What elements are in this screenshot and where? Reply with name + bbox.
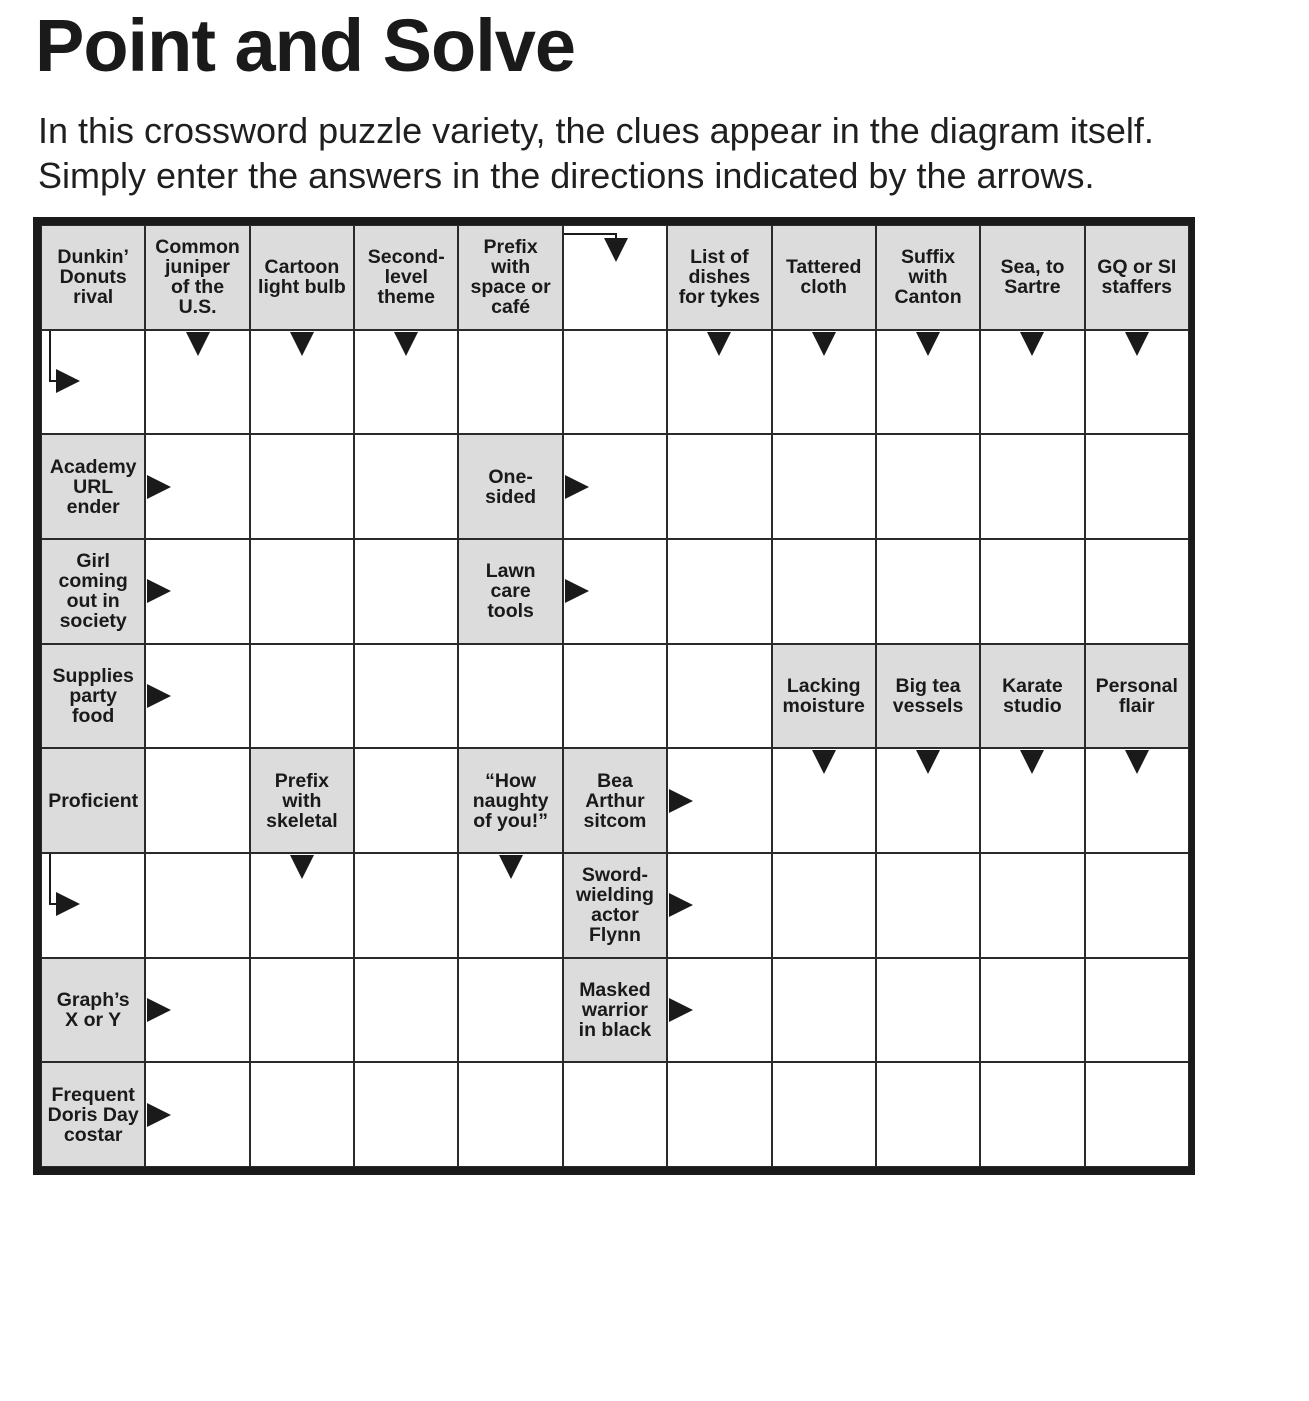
- answer-cell[interactable]: [563, 1062, 667, 1167]
- answer-cell[interactable]: [145, 644, 249, 749]
- clue-cell: [458, 225, 562, 330]
- answer-cell[interactable]: [772, 330, 876, 435]
- answer-cell[interactable]: [876, 330, 980, 435]
- answer-cell[interactable]: [772, 434, 876, 539]
- puzzle-title: Point and Solve: [35, 4, 576, 87]
- clue-text: One- sided: [485, 465, 537, 508]
- crossword-grid: [41, 225, 1187, 1167]
- arrow-right-icon: [565, 475, 589, 499]
- answer-cell[interactable]: [876, 853, 980, 958]
- answer-cell[interactable]: [1085, 330, 1189, 435]
- answer-cell[interactable]: [145, 330, 249, 435]
- clue-text: Proficient: [48, 789, 139, 812]
- clue-cell: [563, 958, 667, 1063]
- clue-text: “How naughty of you!”: [472, 769, 549, 832]
- clue-text: Suffix with Canton: [894, 246, 962, 309]
- crossword-board: [33, 217, 1195, 1175]
- answer-cell[interactable]: [980, 748, 1084, 853]
- arrow-down-icon: [499, 855, 523, 879]
- clue-cell: [876, 225, 980, 330]
- answer-cell[interactable]: [458, 1062, 562, 1167]
- answer-cell[interactable]: [667, 539, 771, 644]
- answer-cell[interactable]: [980, 958, 1084, 1063]
- answer-cell[interactable]: [1085, 853, 1189, 958]
- clue-cell: [458, 434, 562, 539]
- clue-cell: [354, 225, 458, 330]
- answer-cell[interactable]: [250, 1062, 354, 1167]
- answer-cell[interactable]: [354, 539, 458, 644]
- clue-cell: [772, 644, 876, 749]
- clue-text: Personal flair: [1095, 674, 1178, 717]
- arrow-right-icon: [147, 579, 171, 603]
- clue-cell: [563, 853, 667, 958]
- arrow-down-icon: [916, 750, 940, 774]
- clue-text: Frequent Doris Day costar: [47, 1083, 139, 1146]
- arrow-right-icon: [147, 998, 171, 1022]
- answer-cell[interactable]: [667, 644, 771, 749]
- answer-cell[interactable]: [876, 539, 980, 644]
- answer-cell[interactable]: [145, 434, 249, 539]
- clue-cell: [980, 644, 1084, 749]
- answer-cell[interactable]: [667, 1062, 771, 1167]
- answer-cell[interactable]: [772, 748, 876, 853]
- arrow-down-icon: [290, 855, 314, 879]
- clue-cell: [41, 225, 145, 330]
- answer-cell[interactable]: [1085, 434, 1189, 539]
- answer-cell[interactable]: [250, 958, 354, 1063]
- answer-cell[interactable]: [563, 330, 667, 435]
- arrow-down-icon: [812, 750, 836, 774]
- answer-cell[interactable]: [250, 330, 354, 435]
- clue-text: Lacking moisture: [782, 674, 865, 717]
- clue-text: Girl coming out in society: [58, 550, 128, 633]
- clue-text: Common juniper of the U.S.: [155, 236, 240, 319]
- clue-text: Tattered cloth: [785, 256, 862, 299]
- answer-cell[interactable]: [667, 330, 771, 435]
- answer-cell[interactable]: [354, 853, 458, 958]
- answer-cell[interactable]: [980, 434, 1084, 539]
- clue-cell: [41, 748, 145, 853]
- answer-cell[interactable]: [145, 1062, 249, 1167]
- arrow-down-icon: [290, 332, 314, 356]
- clue-text: Supplies party food: [52, 664, 134, 727]
- arrow-right-icon: [147, 684, 171, 708]
- arrow-down-icon: [1125, 750, 1149, 774]
- answer-cell[interactable]: [250, 434, 354, 539]
- arrow-down-icon: [1125, 332, 1149, 356]
- arrow-down-icon: [707, 332, 731, 356]
- answer-cell[interactable]: [458, 644, 562, 749]
- clue-text: Graph’s X or Y: [56, 988, 130, 1031]
- answer-cell[interactable]: [354, 644, 458, 749]
- instructions-line-1: In this crossword puzzle variety, the clues appear in the diagram itself.: [38, 110, 1154, 151]
- arrow-down-icon: [1020, 750, 1044, 774]
- arrow-down-icon: [916, 332, 940, 356]
- clue-text: Masked warrior in black: [578, 978, 652, 1041]
- answer-cell[interactable]: [980, 1062, 1084, 1167]
- answer-cell[interactable]: [667, 434, 771, 539]
- answer-cell[interactable]: [772, 539, 876, 644]
- clue-text: Bea Arthur sitcom: [583, 769, 647, 832]
- arrow-down-icon: [812, 332, 836, 356]
- arrow-right-icon: [147, 1103, 171, 1127]
- clue-cell: [250, 225, 354, 330]
- clue-text: Big tea vessels: [892, 674, 964, 717]
- answer-cell[interactable]: [563, 434, 667, 539]
- clue-text: Prefix with space or café: [470, 236, 551, 319]
- clue-text: Sea, to Sartre: [1000, 256, 1065, 299]
- answer-cell[interactable]: [250, 853, 354, 958]
- arrow-bent-down-right-icon: [42, 331, 102, 411]
- answer-cell[interactable]: [145, 539, 249, 644]
- clue-text: GQ or SI staffers: [1097, 256, 1177, 299]
- instructions-line-2: Simply enter the answers in the directions indicated by the arrows.: [38, 155, 1095, 196]
- clue-cell: [41, 644, 145, 749]
- answer-cell[interactable]: [876, 434, 980, 539]
- clue-cell: [145, 225, 249, 330]
- answer-cell[interactable]: [354, 958, 458, 1063]
- arrow-bent-down-right-icon: [42, 854, 102, 934]
- answer-cell[interactable]: [41, 330, 145, 435]
- clue-cell: [1085, 644, 1189, 749]
- answer-cell[interactable]: [145, 958, 249, 1063]
- clue-cell: [250, 748, 354, 853]
- answer-cell[interactable]: [563, 644, 667, 749]
- answer-cell[interactable]: [250, 539, 354, 644]
- arrow-right-icon: [565, 579, 589, 603]
- answer-cell[interactable]: [980, 330, 1084, 435]
- answer-cell[interactable]: [41, 853, 145, 958]
- answer-cell[interactable]: [145, 748, 249, 853]
- clue-cell: [667, 225, 771, 330]
- answer-cell[interactable]: [980, 853, 1084, 958]
- answer-cell[interactable]: [354, 330, 458, 435]
- clue-cell: [458, 748, 562, 853]
- answer-cell[interactable]: [667, 748, 771, 853]
- clue-cell: [41, 1062, 145, 1167]
- clue-text: Karate studio: [1002, 674, 1063, 717]
- clue-text: Dunkin’ Donuts rival: [57, 246, 129, 309]
- answer-cell[interactable]: [354, 748, 458, 853]
- arrow-right-icon: [669, 893, 693, 917]
- arrow-bent-right-down-icon: [564, 226, 644, 276]
- clue-text: Prefix with skeletal: [266, 769, 338, 832]
- answer-cell[interactable]: [563, 539, 667, 644]
- answer-cell[interactable]: [1085, 539, 1189, 644]
- answer-cell[interactable]: [876, 748, 980, 853]
- clue-cell: [876, 644, 980, 749]
- clue-cell: [980, 225, 1084, 330]
- arrow-down-icon: [186, 332, 210, 356]
- clue-cell: [458, 539, 562, 644]
- clue-text: Academy URL ender: [49, 455, 137, 518]
- answer-cell[interactable]: [876, 958, 980, 1063]
- clue-cell: [1085, 225, 1189, 330]
- clue-cell: [41, 958, 145, 1063]
- instructions: [38, 108, 1154, 198]
- clue-cell: [41, 434, 145, 539]
- clue-text: List of dishes for tykes: [678, 246, 760, 309]
- answer-cell[interactable]: [458, 853, 562, 958]
- answer-cell[interactable]: [772, 1062, 876, 1167]
- answer-cell[interactable]: [250, 644, 354, 749]
- answer-cell[interactable]: [354, 434, 458, 539]
- arrow-right-icon: [147, 475, 171, 499]
- arrow-down-icon: [394, 332, 418, 356]
- clue-text: Lawn care tools: [485, 560, 536, 623]
- answer-cell[interactable]: [772, 958, 876, 1063]
- clue-cell: [772, 225, 876, 330]
- clue-cell: [563, 748, 667, 853]
- clue-text: Sword- wielding actor Flynn: [575, 864, 654, 947]
- answer-cell[interactable]: [1085, 958, 1189, 1063]
- answer-cell[interactable]: [458, 958, 562, 1063]
- arrow-down-icon: [1020, 332, 1044, 356]
- clue-text: Second- level theme: [367, 246, 445, 309]
- arrow-right-icon: [669, 789, 693, 813]
- answer-cell[interactable]: [354, 1062, 458, 1167]
- answer-cell[interactable]: [563, 225, 667, 330]
- answer-cell[interactable]: [667, 958, 771, 1063]
- answer-cell[interactable]: [1085, 1062, 1189, 1167]
- answer-cell[interactable]: [876, 1062, 980, 1167]
- answer-cell[interactable]: [458, 330, 562, 435]
- answer-cell[interactable]: [667, 853, 771, 958]
- answer-cell[interactable]: [1085, 748, 1189, 853]
- arrow-right-icon: [669, 998, 693, 1022]
- answer-cell[interactable]: [980, 539, 1084, 644]
- answer-cell[interactable]: [772, 853, 876, 958]
- clue-cell: [41, 539, 145, 644]
- clue-text: Cartoon light bulb: [258, 256, 346, 299]
- answer-cell[interactable]: [145, 853, 249, 958]
